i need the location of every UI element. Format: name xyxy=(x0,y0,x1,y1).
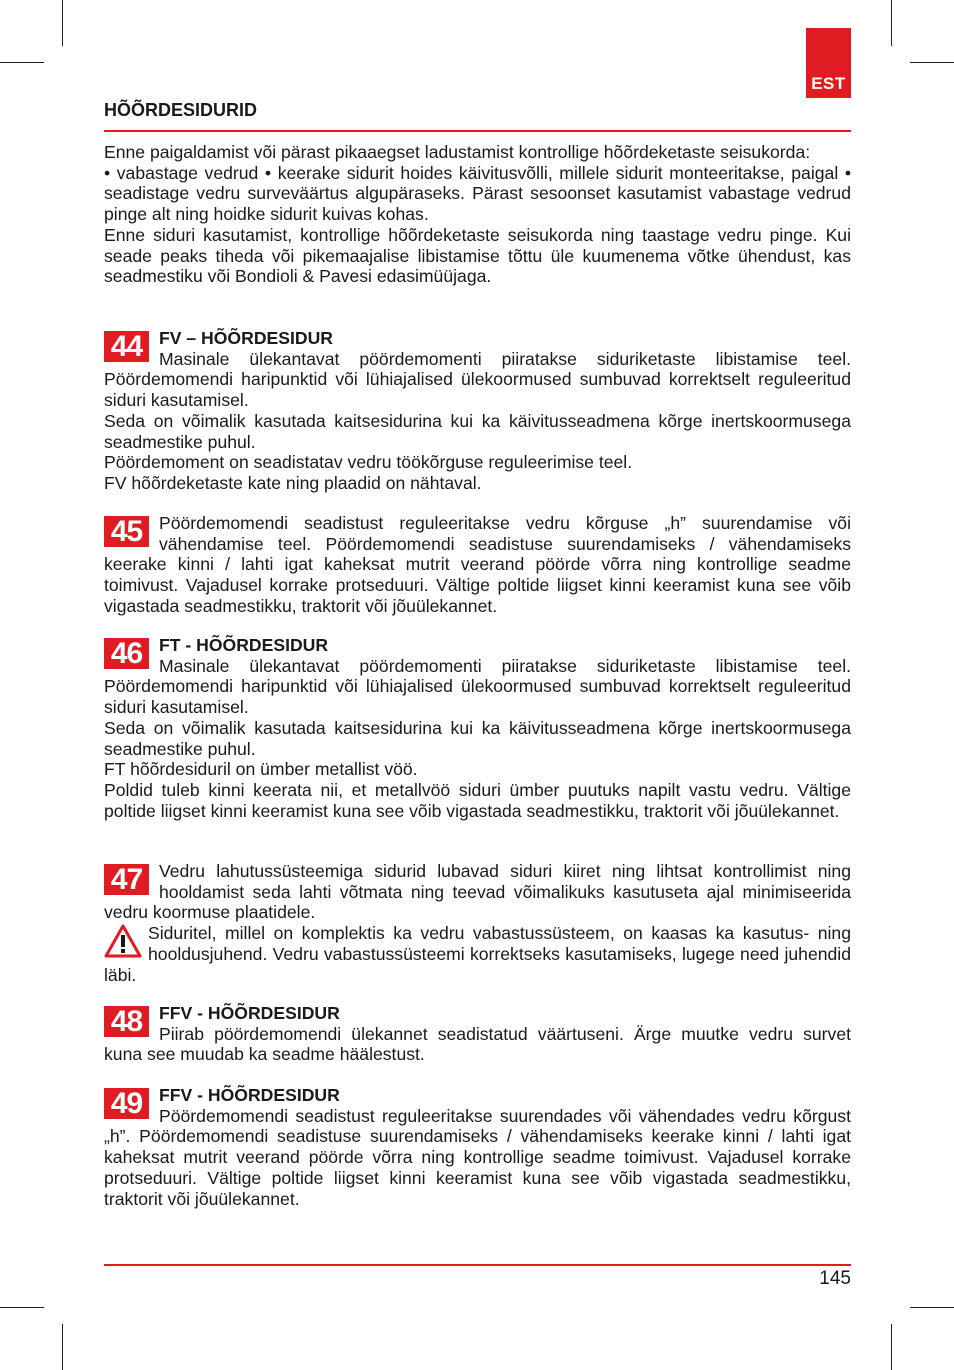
figure-number-badge: 47 xyxy=(104,864,149,895)
section-paragraph: Pöördemomendi seadistust reguleeritakse suurendades või vähendades vedru kõrgust „h”. Pöördemomendi seadistuse suurendamiseks / vähendamiseks keerake kinni / lahti igat kaheksat mutrit veerand pöörde võrra ning kontrollige seadme toimivust. Vajadusel korrake protseduuri. Vältige poltide liigset kinni keeramist kuna see võib vigastada seadmestikku, traktorit või jõuülekannet. xyxy=(104,1105,851,1209)
section-paragraph: FV hõõrdeketaste kate ning plaadid on nähtaval. xyxy=(104,472,482,493)
footer-divider xyxy=(104,1264,851,1266)
section-paragraph: Piirab pöördemomendi ülekannet seadistatud väärtuseni. Ärge muutke vedru survet kuna see muudab ka seadme häälestust. xyxy=(104,1023,851,1065)
warning-text: Siduritel, millel on komplektis ka vedru vabastussüsteem, on kaasas ka kasutus- ning hooldusjuhend. Vedru vabastussüsteemi korrektseks kasutamiseks, lugege need juhendid läbi. xyxy=(104,923,851,985)
section-paragraph: Seda on võimalik kasutada kaitsesidurina kui ka käivitusseadmena kõrge inertskoormusega seadmestike puhul. xyxy=(104,717,851,759)
crop-mark xyxy=(62,1324,63,1370)
section-title: FFV - HÕÕRDESIDUR xyxy=(159,1003,340,1023)
section-44 xyxy=(104,328,851,494)
figure-number-badge: 44 xyxy=(104,331,149,362)
section-45 xyxy=(104,513,851,617)
intro-paragraph: Enne paigaldamist või pärast pikaaegset ladustamist kontrollige hõõrdeketaste seisukorda: xyxy=(104,142,811,162)
intro-paragraph: • vabastage vedrud • keerake sidurit hoides käivitusvõlli, millele sidurit monteeritakse, paigal • seadistage vedru surveväärtus algupäraseks. Pärast sesoonset kasutamist vabastage vedrud pinge alt ning hoidke sidurit kuivas kohas. xyxy=(104,162,851,225)
crop-mark xyxy=(910,1307,954,1308)
section-paragraph: Pöördemoment on seadistatav vedru töökõrguse reguleerimise teel. xyxy=(104,452,633,473)
warning-note xyxy=(104,923,851,985)
section-title: FFV - HÕÕRDESIDUR xyxy=(159,1085,340,1105)
section-title: FT - HÕÕRDESIDUR xyxy=(159,635,329,655)
section-paragraph: Seda on võimalik kasutada kaitsesidurina kui ka käivitusseadmena kõrge inertskoormusega seadmestike puhul. xyxy=(104,410,851,452)
crop-mark xyxy=(891,1324,892,1370)
intro-paragraph: Enne siduri kasutamist, kontrollige hõõrdeketaste seisukorda ning taastage vedru pinge. Kui seade peaks tiheda või pikemaajalise libistamise tõttu üle kuumenema võtke ühendust, kas seadmestiku või Bondioli & Pavesi edasimüüjaga. xyxy=(104,224,851,287)
section-46 xyxy=(104,635,851,821)
warning-triangle-icon xyxy=(104,923,142,959)
section-48 xyxy=(104,1003,851,1065)
section-paragraph: Masinale ülekantavat pöördemomenti piiratakse siduriketaste libistamise teel. Pöördemomendi haripunktid või lühiajalised ülekoormused sumbuvad korrektselt reguleeritud siduri kasutamisel. xyxy=(104,348,851,411)
page-number: 145 xyxy=(819,1268,851,1289)
crop-mark xyxy=(891,0,892,46)
page-title: HÕÕRDESIDURID xyxy=(104,100,258,120)
figure-number-badge: 45 xyxy=(104,516,149,547)
section-paragraph: FT hõõrdesiduril on ümber metallist vöö. xyxy=(104,759,418,780)
language-tab: EST xyxy=(806,28,851,98)
section-47 xyxy=(104,861,851,985)
figure-number-badge: 49 xyxy=(104,1088,149,1119)
section-paragraph: Vedru lahutussüsteemiga sidurid lubavad siduri kiiret ning lihtsat kontrollimist ning hooldamist seda lahti võtmata ning teevad võimalikuks kasutuseta ajal minimiseerida vedru koormuse plaatidele. xyxy=(104,861,851,923)
crop-mark xyxy=(62,0,63,46)
section-49 xyxy=(104,1085,851,1209)
crop-mark xyxy=(910,62,954,63)
figure-number-badge: 46 xyxy=(104,638,149,669)
section-paragraph: Pöördemomendi seadistust reguleeritakse vedru kõrguse „h” suurendamise või vähendamise teel. Pöördemomendi seadistuse suurendamiseks / vähendamiseks keerake kinni / lahti igat kaheksat mutrit veerand pöörde võrra ning kontrollige seadme toimivust. Vajadusel korrake protseduuri. Vältige poltide liigset kinni keeramist kuna see võib vigastada seadmestikku, traktorit või jõuülekannet. xyxy=(104,513,851,616)
section-paragraph: Poldid tuleb kinni keerata nii, et metallvöö siduri ümber puutuks napilt vastu vedru. Vältige poltide liigset kinni keeramist kuna see võib vigastada seadmestikku, traktorit või jõuülekannet. xyxy=(104,779,851,821)
header-divider xyxy=(104,130,851,132)
section-paragraph: Masinale ülekantavat pöördemomenti piiratakse siduriketaste libistamise teel. Pöördemomendi haripunktid või lühiajalised ülekoormused sumbuvad korrektselt reguleeritud siduri kasutamisel. xyxy=(104,655,851,718)
section-title: FV – HÕÕRDESIDUR xyxy=(159,328,334,348)
crop-mark xyxy=(0,1307,44,1308)
figure-number-badge: 48 xyxy=(104,1006,149,1037)
intro-block xyxy=(104,142,851,287)
crop-mark xyxy=(0,62,44,63)
